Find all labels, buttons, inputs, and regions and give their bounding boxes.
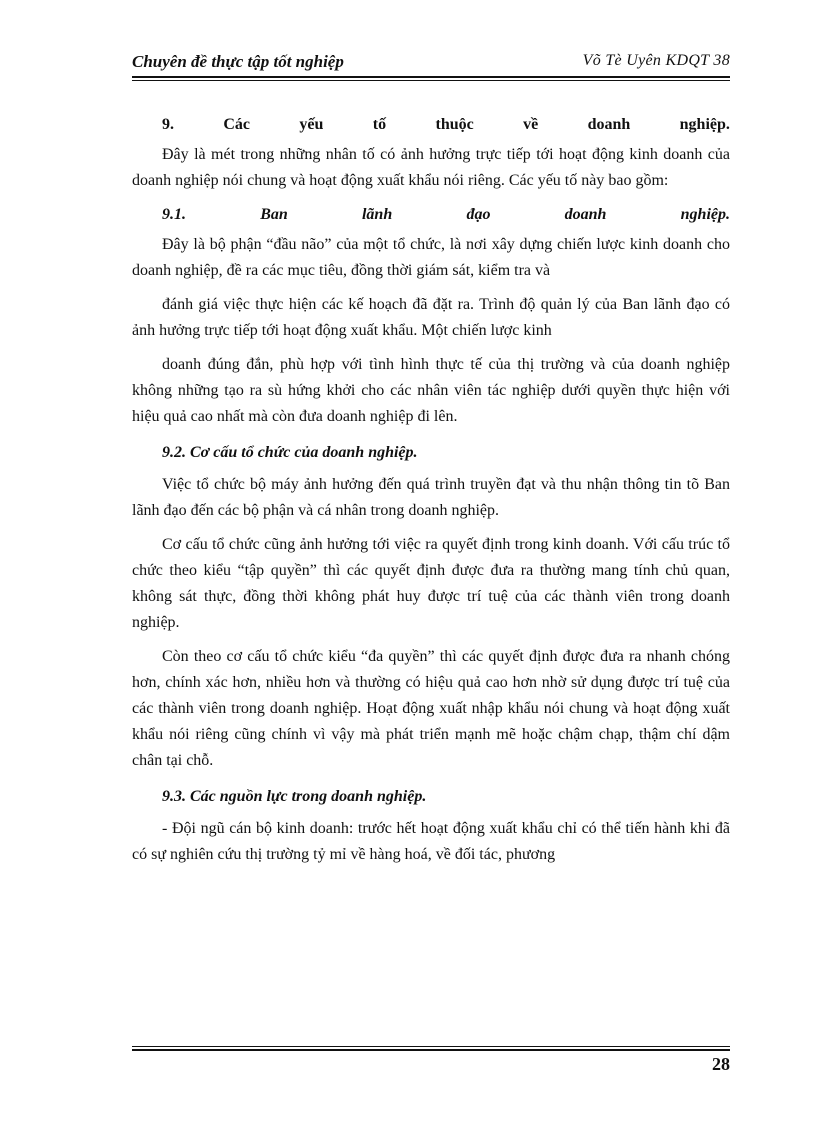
- heading-9-1: [162, 202, 730, 228]
- heading-word: lãnh: [361, 206, 393, 223]
- header-rule-thin: [132, 80, 730, 81]
- heading-9: [162, 112, 730, 138]
- heading-word: thuộc: [435, 116, 474, 133]
- heading-word: nghiệp.: [679, 116, 730, 133]
- paragraph: Còn theo cơ cấu tổ chức kiểu “đa quyền” thì các quyết định được đưa ra nhanh chóng hơn, chính xác hơn, nhiều hơn và thường có hiệu quả cao hơn nhờ sử dụng được trí tuệ của các thành viên trong doanh nghiệp. Hoạt động xuất nhập khẩu nói chung và hoạt động xuất khẩu nói riêng cũng chính vì vậy mà phát triển mạnh mẽ hoặc chậm chạp, thậm chí dậm chân tại chỗ.: [132, 648, 730, 769]
- paragraph: Cơ cấu tổ chức cũng ảnh hưởng tới việc ra quyết định trong kinh doanh. Với cấu trúc tổ chức theo kiểu “tập quyền” thì các quyết định được đưa ra thường mang tính chủ quan, không sát thực, đồng thời không phát huy được trí tuệ của các thành viên trong doanh nghiệp.: [132, 536, 730, 631]
- header-title: Chuyên đề thực tập tốt nghiệp: [132, 52, 344, 71]
- heading-9-2: 9.2. Cơ cấu tổ chức của doanh nghiệp.: [162, 444, 418, 461]
- header-author: Võ Tè Uyên KDQT 38: [582, 52, 730, 69]
- heading-word: yếu: [299, 116, 324, 133]
- heading-word: nghiệp.: [680, 206, 730, 223]
- page-footer: [132, 1046, 730, 1076]
- header-rule: [132, 76, 730, 78]
- heading-word: về: [523, 116, 539, 133]
- page-header: [132, 52, 730, 78]
- heading-word: Ban: [260, 206, 288, 223]
- heading-word: tố: [372, 116, 387, 133]
- page-body: [132, 104, 730, 868]
- page-number: 28: [712, 1054, 730, 1074]
- paragraph: Đây là mét trong những nhân tố có ảnh hưởng trực tiếp tới hoạt động kinh doanh của doanh nghiệp nói chung và hoạt động xuất khẩu nói riêng. Các yếu tố này bao gồm:: [132, 146, 730, 189]
- heading-word: 9.: [162, 116, 174, 133]
- paragraph: đánh giá việc thực hiện các kế hoạch đã đặt ra. Trình độ quản lý của Ban lãnh đạo có ảnh hưởng trực tiếp tới hoạt động xuất khẩu. Một chiến lược kinh: [132, 296, 730, 339]
- heading-9-3: 9.3. Các nguồn lực trong doanh nghiệp.: [162, 788, 427, 805]
- paragraph: Đây là bộ phận “đầu não” của một tổ chức, là nơi xây dựng chiến lược kinh doanh cho doanh nghiệp, đề ra các mục tiêu, đồng thời giám sát, kiểm tra và: [132, 236, 730, 279]
- heading-word: đạo: [466, 206, 491, 223]
- heading-word: doanh: [564, 206, 607, 223]
- heading-word: Các: [223, 116, 251, 133]
- footer-rule: [132, 1049, 730, 1051]
- paragraph: - Đội ngũ cán bộ kinh doanh: trước hết hoạt động xuất khẩu chỉ có thể tiến hành khi đã có sự nghiên cứu thị trường tỷ mỉ về hàng hoá, về đối tác, phương: [132, 820, 730, 863]
- heading-word: 9.1.: [162, 206, 186, 223]
- heading-word: doanh: [587, 116, 631, 133]
- paragraph: Việc tổ chức bộ máy ảnh hưởng đến quá trình truyền đạt và thu nhận thông tin tõ Ban lãnh đạo đến các bộ phận và cá nhân trong doanh nghiệp.: [132, 476, 730, 519]
- footer-rule-thin: [132, 1046, 730, 1047]
- paragraph: doanh đúng đắn, phù hợp với tình hình thực tế của thị trường và của doanh nghiệp không những tạo ra sù hứng khởi cho các nhân viên tác nghiệp dưới quyền thực hiện với hiệu quả cao nhất mà còn đưa doanh nghiệp đi lên.: [132, 356, 730, 425]
